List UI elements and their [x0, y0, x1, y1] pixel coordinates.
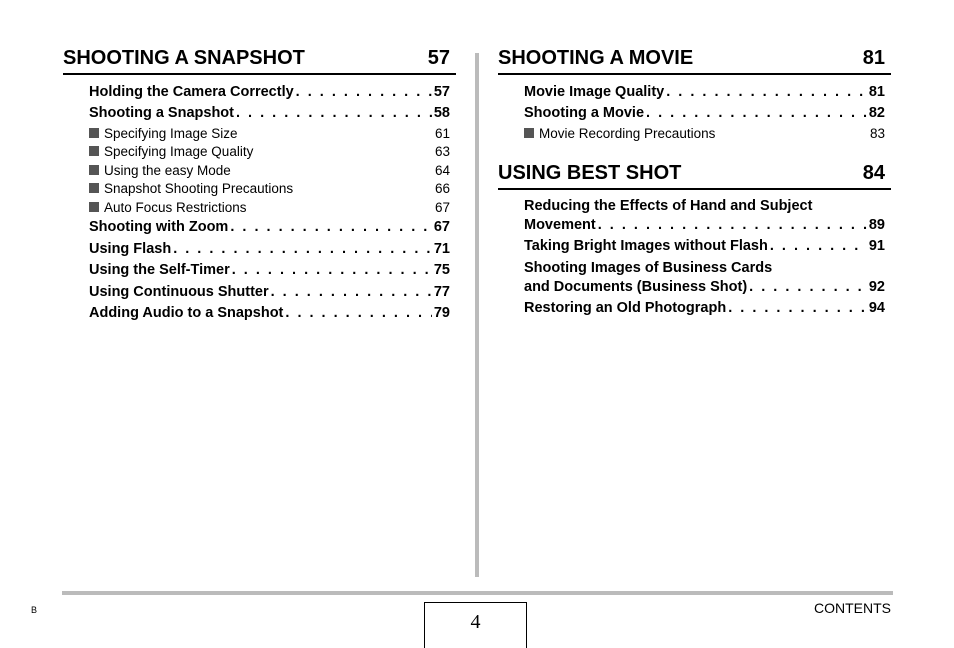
toc-entry-page: 58 [433, 105, 450, 122]
dot-leader [285, 303, 431, 324]
toc-subentry[interactable] [89, 162, 450, 181]
toc-subentry-page: 61 [434, 125, 450, 141]
toc-entry-page: 92 [868, 278, 885, 295]
toc-entry-page: 89 [868, 217, 885, 234]
toc-entry-page: 79 [433, 304, 450, 321]
toc-entry-page: 82 [868, 105, 885, 122]
toc-entry[interactable] [89, 260, 450, 281]
toc-entry-page: 81 [868, 84, 885, 100]
section-heading-page: 84 [862, 162, 885, 185]
toc-entry-page: 94 [868, 299, 885, 316]
dot-leader [646, 103, 867, 124]
toc-entry[interactable] [89, 282, 450, 303]
toc-entry-title: Movie Image Quality [524, 84, 665, 100]
dot-leader [598, 216, 867, 235]
dot-leader [236, 103, 432, 124]
square-bullet-icon [89, 183, 99, 193]
toc-subentry-title: Movie Recording Precautions [539, 125, 716, 141]
toc-entry-page: 57 [433, 84, 450, 100]
toc-entry[interactable] [89, 82, 450, 103]
toc-entry[interactable] [524, 298, 885, 319]
toc-entry-title: Shooting a Snapshot [89, 105, 234, 122]
toc-entry-title: Adding Audio to a Snapshot [89, 304, 284, 321]
toc-subentry[interactable] [89, 143, 450, 162]
toc-entry-title-line2: and Documents (Business Shot) [524, 278, 748, 295]
toc-entry-title-line1: Shooting Images of Business Cards [524, 259, 773, 276]
toc-entry-page: 75 [433, 262, 450, 279]
toc-entry-page: 67 [433, 219, 450, 236]
toc-subentry-title: Specifying Image Quality [104, 144, 254, 160]
toc-entries [63, 82, 456, 324]
section-heading-title: SHOOTING A MOVIE [498, 47, 694, 69]
toc-right-column [498, 46, 891, 319]
toc-entry-line2 [524, 278, 885, 297]
toc-subentry-page: 83 [869, 125, 885, 141]
toc-subentry-page: 67 [434, 199, 450, 215]
square-bullet-icon [89, 128, 99, 138]
toc-section-best-shot [498, 161, 891, 319]
square-bullet-icon [89, 202, 99, 212]
toc-entry[interactable] [89, 217, 450, 238]
toc-entry[interactable] [524, 82, 885, 103]
page-number: 4 [424, 602, 527, 648]
toc-subentry[interactable] [89, 199, 450, 218]
toc-section-shooting-movie [498, 46, 891, 143]
toc-entry-title: Shooting a Movie [524, 105, 645, 122]
toc-subentry-page: 66 [434, 181, 450, 197]
toc-section-shooting-snapshot [63, 46, 456, 324]
section-heading-page: 57 [427, 47, 450, 69]
toc-entry-title: Using Continuous Shutter [89, 283, 269, 300]
toc-subentry-page: 63 [434, 144, 450, 160]
toc-subentry[interactable] [524, 125, 885, 144]
dot-leader [173, 239, 432, 260]
dot-leader [296, 82, 432, 103]
toc-entries [498, 82, 891, 143]
section-heading [63, 46, 456, 75]
section-heading [498, 161, 891, 190]
contents-link[interactable]: CONTENTS [814, 600, 891, 616]
toc-subentry-page: 64 [434, 162, 450, 178]
toc-subentry[interactable] [89, 180, 450, 199]
toc-entry-title-line1: Reducing the Effects of Hand and Subject [524, 198, 813, 215]
toc-entry-page: 77 [433, 283, 450, 300]
square-bullet-icon [89, 146, 99, 156]
dot-leader [271, 282, 432, 303]
footer-left-mark: B [31, 605, 38, 615]
toc-entry-page: 91 [868, 238, 885, 255]
dot-leader [232, 260, 432, 281]
toc-entry-title: Using the Self-Timer [89, 262, 230, 279]
square-bullet-icon [89, 165, 99, 175]
dot-leader [230, 217, 432, 238]
column-divider [475, 53, 479, 577]
toc-subentry-title: Using the easy Mode [104, 162, 231, 178]
toc-entries [498, 197, 891, 319]
section-heading-title: SHOOTING A SNAPSHOT [63, 47, 305, 69]
toc-entry-line2 [524, 216, 885, 235]
toc-entry-title: Using Flash [89, 240, 172, 257]
dot-leader [728, 298, 867, 319]
toc-entry[interactable] [524, 103, 885, 124]
toc-entry-title: Holding the Camera Correctly [89, 84, 294, 100]
dot-leader [770, 236, 867, 257]
section-heading [498, 46, 891, 75]
toc-entry-title-line2: Movement [524, 217, 596, 234]
square-bullet-icon [524, 128, 534, 138]
toc-entry[interactable] [89, 239, 450, 260]
toc-entry[interactable] [524, 259, 885, 297]
section-spacer [498, 143, 891, 161]
dot-leader [749, 278, 867, 297]
toc-entry-title: Shooting with Zoom [89, 219, 229, 236]
footer-rule [62, 591, 893, 595]
dot-leader [666, 82, 867, 103]
toc-subentry-title: Snapshot Shooting Precautions [104, 181, 294, 197]
toc-entry[interactable] [524, 236, 885, 257]
toc-entry-page: 71 [433, 240, 450, 257]
toc-subentry-title: Auto Focus Restrictions [104, 199, 247, 215]
section-heading-title: USING BEST SHOT [498, 162, 682, 185]
toc-subentry[interactable] [89, 125, 450, 144]
toc-entry-title: Restoring an Old Photograph [524, 299, 727, 316]
toc-entry[interactable] [89, 303, 450, 324]
toc-entry[interactable] [524, 197, 885, 235]
section-heading-page: 81 [862, 47, 885, 69]
toc-subentry-title: Specifying Image Size [104, 125, 238, 141]
toc-entry-title: Taking Bright Images without Flash [524, 238, 768, 255]
toc-entry[interactable] [89, 103, 450, 124]
